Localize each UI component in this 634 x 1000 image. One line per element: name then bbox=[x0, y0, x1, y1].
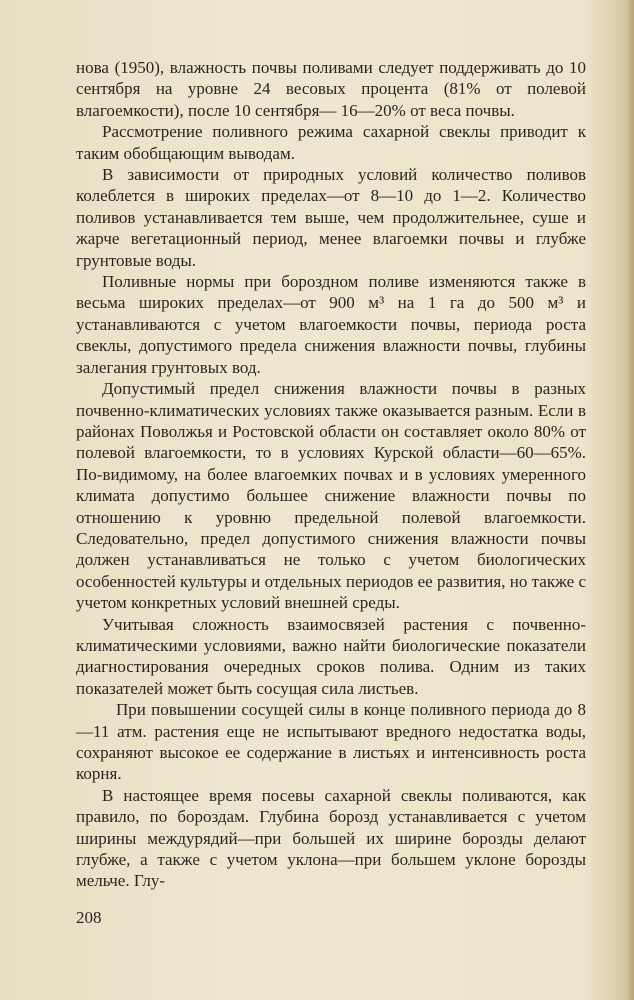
body-text bbox=[76, 57, 586, 892]
paragraph-5: Допустимый предел снижения влажности почвы в разных почвенно-климатических условиях также оказывается разным. Если в районах Поволжья и Ростовской области он составляет около 80% от полевой влагоемкости, то в условиях Курской области—60—65%. По-видимому, на более влагоемких почвах и в условиях умеренного климата допустимо большее снижение влажности почвы по отношению к уровню предельной полевой влагоемкости. Следовательно, предел допустимого снижения влажности почвы должен устанавливаться не только с учетом биологических особенностей культуры и отдельных периодов ее развития, но также с учетом конкретных условий внешней среды. bbox=[76, 379, 586, 613]
paragraph-3: В зависимости от природных условий количество поливов колеблется в широких пределах—от 8—10 до 1—2. Количество поливов устанавливается тем выше, чем продолжительнее, суше и жарче вегетационный период, менее влагоемки почвы и глубже грунтовые воды. bbox=[76, 165, 586, 270]
page-number: 208 bbox=[76, 908, 102, 927]
paragraph-7: При повышении сосущей силы в конце поливного периода до 8—11 атм. растения еще не испытывают вредного недостатка воды, сохраняют высокое ее содержание в листьях и интенсивность роста корня. bbox=[76, 700, 586, 784]
paragraph-8: В настоящее время посевы сахарной свеклы поливаются, как правило, по бороздам. Глубина борозд устанавливается с учетом ширины междурядий—при большей их ширине борозды делают глубже, а также с учетом уклона—при большем уклоне борозды мельче. Глу- bbox=[76, 785, 586, 891]
paragraph-4: Поливные нормы при бороздном поливе изменяются также в весьма широких пределах—от 900 м³ на 1 га до 500 м³ и устанавливаются с учетом влагоемкости почвы, периода роста свеклы, допустимого предела снижения влажности почвы, глубины залегания грунтовых вод. bbox=[76, 272, 586, 377]
paragraph-6: Учитывая сложность взаимосвязей растения с почвенно-климатическими условиями, важно найти биологические показатели диагностирования очередных сроков полива. Одним из таких показателей может быть сосущая сила листьев. bbox=[76, 614, 586, 698]
page-edge-shadow bbox=[626, 0, 634, 1000]
paragraph-1: нова (1950), влажность почвы поливами следует поддерживать до 10 сентября на уровне 24 весовых процента (81% от полевой влагоемкости), после 10 сентября— 16—20% от веса почвы. bbox=[76, 58, 586, 120]
paragraph-2: Рассмотрение поливного режима сахарной свеклы приводит к таким обобщающим выводам. bbox=[76, 122, 586, 163]
